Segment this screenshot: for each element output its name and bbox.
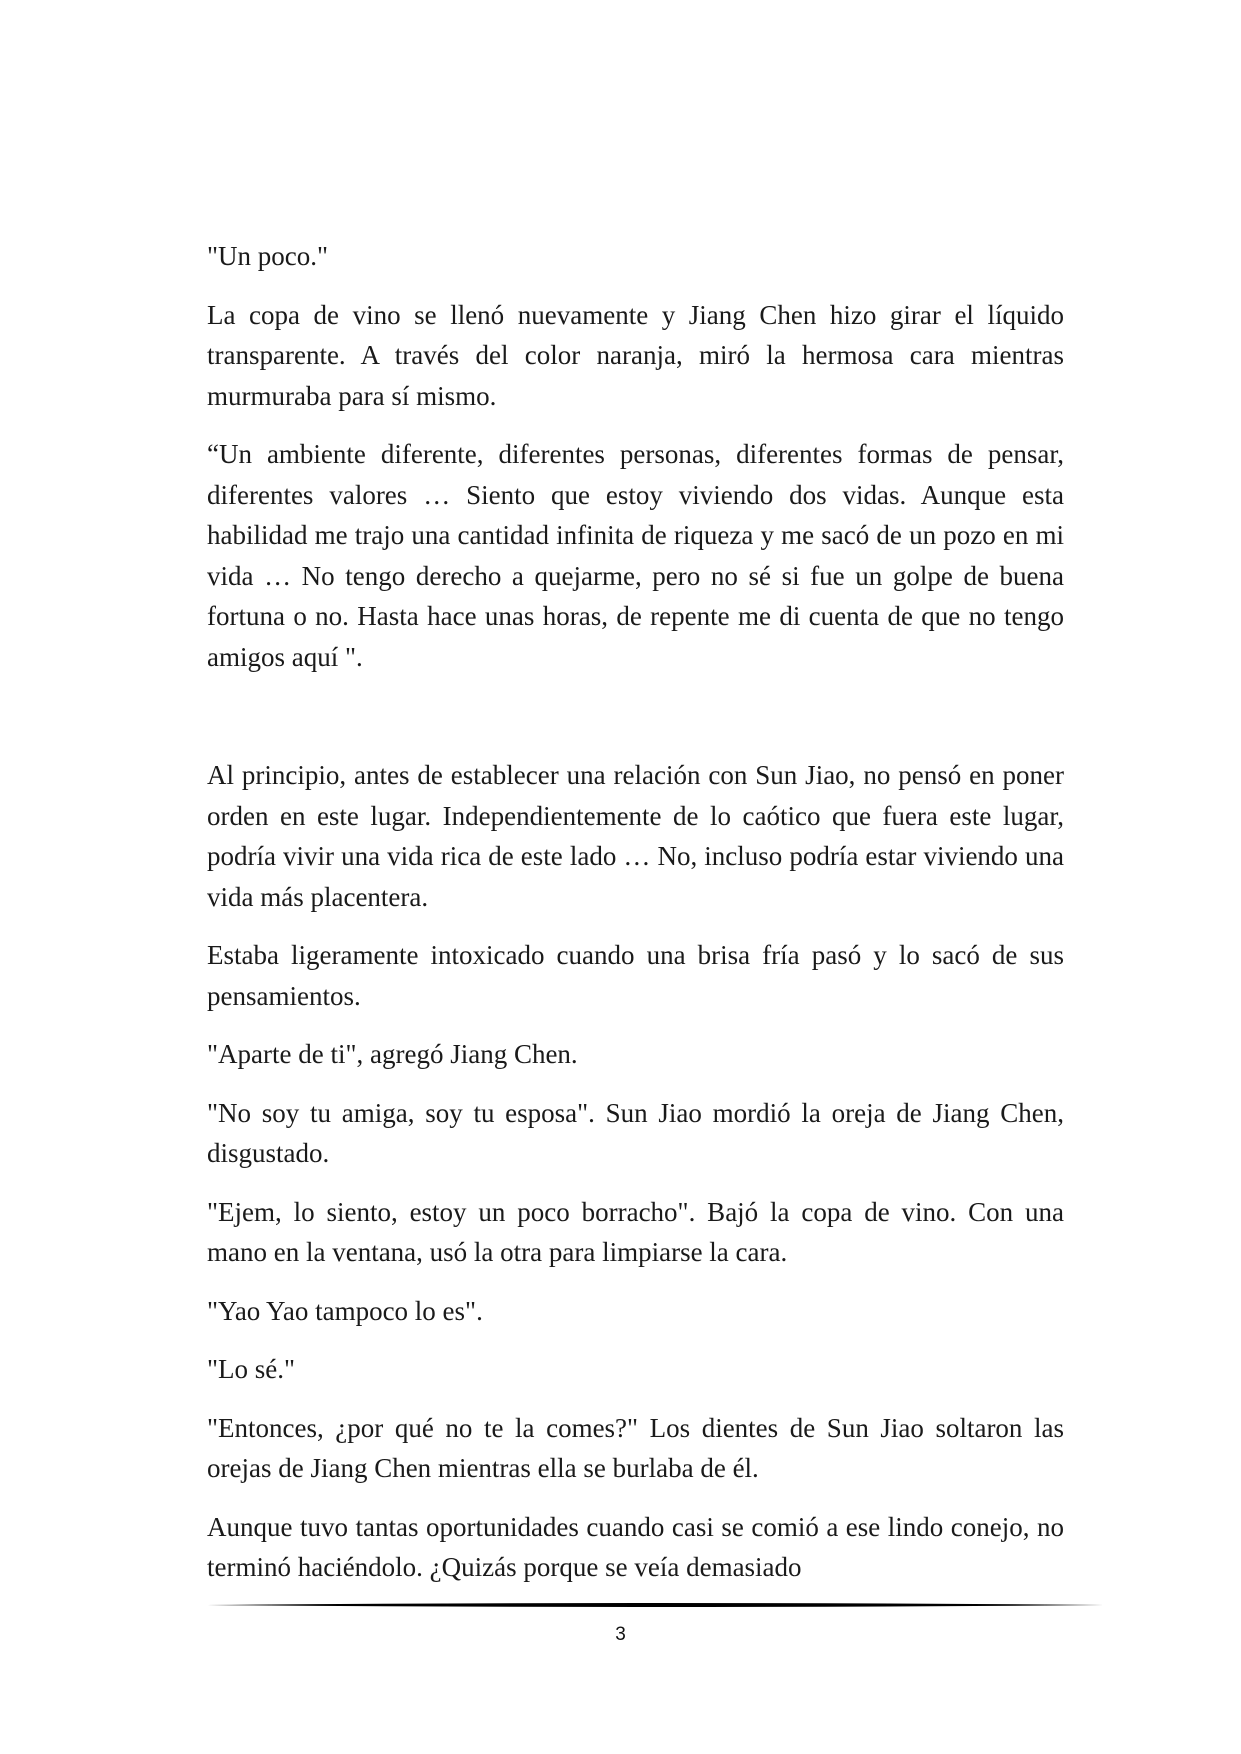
paragraph: “Un ambiente diferente, diferentes personas, diferentes formas de pensar, diferentes valores … Siento que estoy viviendo dos vidas. Aunque esta habilidad me trajo una cantidad infinita de riqueza y me sacó de un pozo en mi vida … No tengo derecho a quejarme, pero no sé si fue un golpe de buena fortuna o no. Hasta hace unas horas, de repente me di cuenta de que no tengo amigos aquí ".	[207, 439, 1064, 672]
page-number: 3	[615, 1624, 626, 1645]
text-section-1	[207, 236, 1064, 695]
paragraph: "Lo sé."	[207, 1354, 296, 1384]
paragraph: Estaba ligeramente intoxicado cuando una brisa fría pasó y lo sacó de sus pensamientos.	[207, 940, 1064, 1011]
paragraph: "Yao Yao tampoco lo es".	[207, 1295, 483, 1326]
footer-divider	[207, 1602, 1104, 1608]
paragraph: Aunque tuvo tantas oportunidades cuando casi se comió a ese lindo conejo, no terminó haciéndolo. ¿Quizás porque se veía demasiado	[207, 1511, 1064, 1582]
paragraph: "Un poco."	[207, 241, 329, 271]
paragraph: "No soy tu amiga, soy tu esposa". Sun Jiao mordió la oreja de Jiang Chen, disgustado.	[207, 1097, 1064, 1168]
text-section-2	[207, 755, 1064, 1606]
paragraph: "Entonces, ¿por qué no te la comes?" Los dientes de Sun Jiao soltaron las orejas de Jiang Chen mientras ella se burlaba de él.	[207, 1412, 1064, 1483]
paragraph: Al principio, antes de establecer una relación con Sun Jiao, no pensó en poner orden en este lugar. Independientemente de lo caótico que fuera este lugar, podría vivir una vida rica de este lado … No, incluso podría estar viviendo una vida más placentera.	[207, 760, 1064, 912]
paragraph: "Ejem, lo siento, estoy un poco borracho". Bajó la copa de vino. Con una mano en la ventana, usó la otra para limpiarse la cara.	[207, 1196, 1064, 1267]
paragraph: "Aparte de ti", agregó Jiang Chen.	[207, 1039, 578, 1069]
paragraph: La copa de vino se llenó nuevamente y Jiang Chen hizo girar el líquido transparente. A través del color naranja, miró la hermosa cara mientras murmuraba para sí mismo.	[207, 299, 1064, 411]
